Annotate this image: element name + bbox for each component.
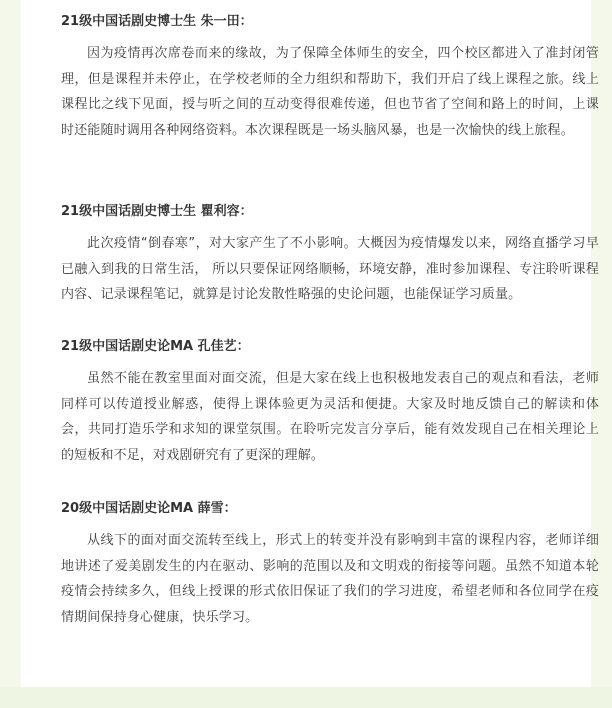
- testimonial-paragraph: 因为疫情再次席卷而来的缘故，为了保障全体师生的安全，四个校区都进入了准封闭管理，但是课程并未停止，在学校老师的全力组织和帮助下，我们开启了线上课程之旅。线上课程比之线下见面，授与听之间的互动变得很难传递，但也节省了空间和路上的时间，上课时还能随时调用各种网络资料。本次课程既是一场头脑风暴，也是一次愉快的线上旅程。: [61, 46, 599, 139]
- testimonial-section-3: [61, 337, 599, 469]
- testimonial-paragraph: 虽然不能在教室里面对面交流，但是大家在线上也积极地发表自己的观点和看法，老师同样可以传道授业解惑，使得上课体验更为灵活和便捷。大家及时地反馈自己的解读和体会，共同打造乐学和求知的课堂氛围。在聆听完发言分享后，能有效发现自己在相关理论上的短板和不足，对戏剧研究有了更深的理解。: [61, 371, 599, 464]
- testimonial-paragraph: 从线下的面对面交流转至线上，形式上的转变并没有影响到丰富的课程内容，老师详细地讲述了爱美剧发生的内在驱动、影响的范围以及和文明戏的衔接等问题。虽然不知道本轮疫情会持续多久，但线上授课的形式依旧保证了我们的学习进度，希望老师和各位同学在疫情期间保持身心健康，快乐学习。: [61, 533, 599, 626]
- testimonial-author-heading: 21级中国话剧史论MA 孔佳艺：: [61, 339, 250, 354]
- testimonial-section-1: [61, 12, 599, 144]
- testimonial-author-heading: 21级中国话剧史博士生 朱一田：: [61, 14, 253, 29]
- bottom-band: [0, 687, 612, 708]
- testimonial-section-4: [61, 499, 599, 631]
- testimonial-author-heading: 21级中国话剧史博士生 瞿利容：: [61, 204, 253, 219]
- testimonial-paragraph: 此次疫情“倒春寒”，对大家产生了不小影响。大概因为疫情爆发以来，网络直播学习早已融入到我的日常生活， 所以只要保证网络顺畅，环境安静，准时参加课程、专注聆听课程内容、记录课程笔记，就算是讨论发散性略强的史论问题，也能保证学习质量。: [61, 236, 599, 303]
- testimonial-author-heading: 20级中国话剧史论MA 薛雪：: [61, 501, 237, 516]
- article-card: [21, 0, 599, 687]
- testimonial-section-2: [61, 202, 599, 308]
